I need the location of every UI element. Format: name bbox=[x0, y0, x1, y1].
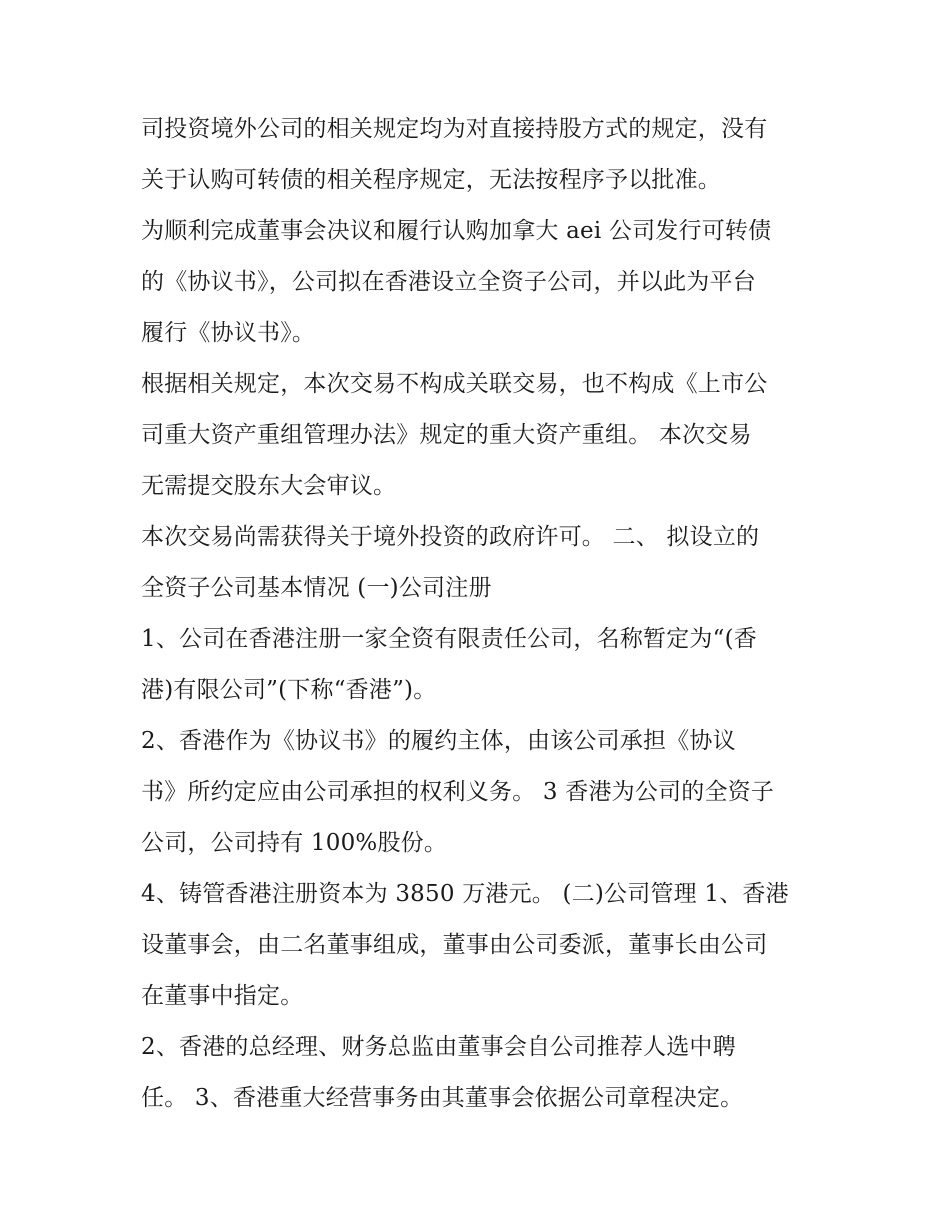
text-line: 为顺利完成董事会决议和履行认购加拿大 aei 公司发行可转债 bbox=[141, 218, 772, 244]
text-line: 4、铸管香港注册资本为 3850 万港元。 (二)公司管理 1、香港 bbox=[141, 881, 789, 907]
text-line: 本次交易尚需获得关于境外投资的政府许可。 二、 拟设立的 bbox=[141, 524, 760, 550]
text-line: 2、香港的总经理、财务总监由董事会自公司推荐人选中聘 bbox=[141, 1034, 736, 1060]
text-line: 在董事中指定。 bbox=[141, 983, 304, 1009]
text-line: 1、公司在香港注册一家全资有限责任公司，名称暂定为“(香 bbox=[141, 626, 757, 652]
text-line: 书》所约定应由公司承担的权利义务。 3 香港为公司的全资子 bbox=[141, 779, 775, 805]
text-line: 司投资境外公司的相关规定均为对直接持股方式的规定，没有 bbox=[141, 116, 768, 142]
text-line: 司重大资产重组管理办法》规定的重大资产重组。 本次交易 bbox=[141, 422, 752, 448]
text-line: 的《协议书》，公司拟在香港设立全资子公司，并以此为平台 bbox=[141, 269, 756, 295]
text-line: 履行《协议书》。 bbox=[141, 320, 316, 346]
text-line: 全资子公司基本情况 (一)公司注册 bbox=[141, 575, 492, 601]
text-line: 关于认购可转债的相关程序规定，无法按程序予以批准。 bbox=[141, 167, 721, 193]
text-line: 设董事会，由二名董事组成，董事由公司委派，董事长由公司 bbox=[141, 932, 768, 958]
text-line: 港)有限公司”(下称“香港”)。 bbox=[141, 677, 437, 703]
document-body bbox=[141, 104, 821, 1124]
text-line: 无需提交股东大会审议。 bbox=[141, 473, 397, 499]
text-line: 根据相关规定，本次交易不构成关联交易，也不构成《上市公 bbox=[141, 371, 768, 397]
text-line: 任。 3、香港重大经营事务由其董事会依据公司章程决定。 bbox=[141, 1085, 744, 1111]
text-line: 公司，公司持有 100%股份。 bbox=[141, 830, 448, 856]
text-line: 2、香港作为《协议书》的履约主体，由该公司承担《协议 bbox=[141, 728, 736, 754]
